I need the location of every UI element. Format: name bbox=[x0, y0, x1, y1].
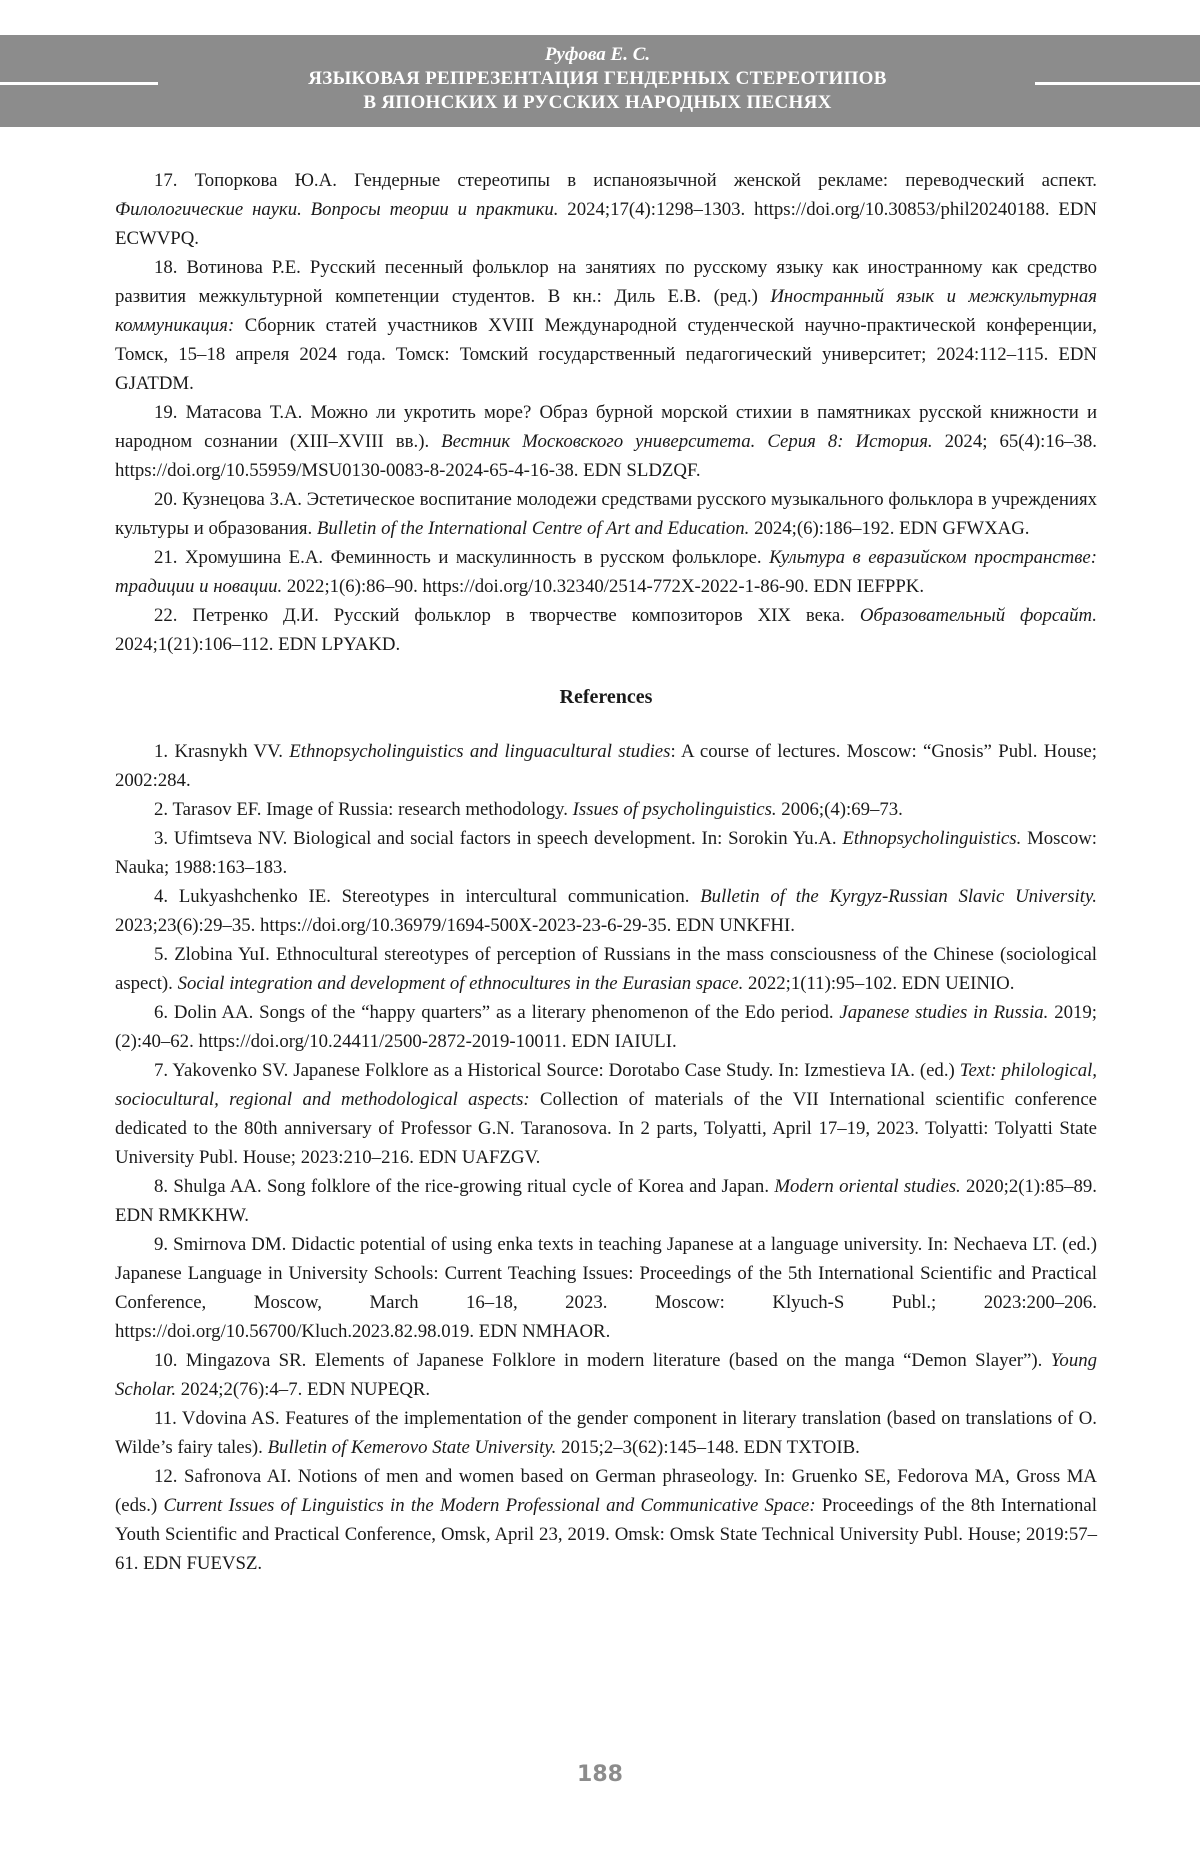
reference-text: 17. Топоркова Ю.А. Гендерные стереотипы в испаноязычной женской рекламе: переводческий аспект. bbox=[154, 170, 1097, 191]
reference-entry bbox=[115, 601, 1097, 659]
reference-entry bbox=[115, 253, 1097, 398]
reference-details: 2015;2–3(62):145–148. EDN TXTOIB. bbox=[556, 1437, 860, 1458]
reference-source: Культура в евразийском пространстве: традиции и новации. bbox=[115, 547, 1097, 597]
reference-entry bbox=[115, 1172, 1097, 1230]
reference-details: Moscow: Nauka; 1988:163–183. bbox=[115, 828, 1097, 878]
reference-entry bbox=[115, 1230, 1097, 1346]
reference-source: Issues of psycholinguistics. bbox=[572, 799, 777, 820]
page-body bbox=[115, 166, 1097, 1578]
reference-text: 4. Lukyashchenko IE. Stereotypes in intercultural communication. bbox=[154, 886, 701, 907]
reference-source: Modern oriental studies. bbox=[774, 1176, 961, 1197]
reference-source: Ethnopsycholinguistics and linguacultural studies bbox=[289, 741, 671, 762]
reference-details: 2019;(2):40–62. https://doi.org/10.24411/2500-2872-2019-10011. EDN IAIULI. bbox=[115, 1002, 1097, 1052]
reference-entry bbox=[115, 737, 1097, 795]
reference-source: Bulletin of the Kyrgyz-Russian Slavic University. bbox=[700, 886, 1097, 907]
reference-text: 10. Mingazova SR. Elements of Japanese Folklore in modern literature (based on the manga “Demon Slayer”). bbox=[154, 1350, 1051, 1371]
reference-source: Young Scholar. bbox=[115, 1350, 1097, 1400]
reference-source: Text: philological, sociocultural, regional and methodological aspects: bbox=[115, 1060, 1097, 1110]
reference-source: Филологические науки. Вопросы теории и практики. bbox=[115, 199, 559, 220]
reference-source: Ethnopsycholinguistics. bbox=[842, 828, 1022, 849]
reference-details: Collection of materials of the VII International scientific conference dedicated to the 80th anniversary of Professor G.N. Taranosova. In 2 parts, Tolyatti, April 17–19, 2023. Tolyatti: Tolyatti State University Publ. House; 2023:210–216. EDN UAFZGV. bbox=[115, 1089, 1097, 1168]
reference-list-ru bbox=[115, 166, 1097, 659]
reference-source: Social integration and development of ethnocultures in the Eurasian space. bbox=[177, 973, 744, 994]
running-header bbox=[0, 35, 1200, 127]
reference-details: 2024;1(21):106–112. EDN LPYAKD. bbox=[115, 634, 401, 655]
reference-details: : A course of lectures. Moscow: “Gnosis” Publ. House; 2002:284. bbox=[115, 741, 1097, 791]
reference-entry bbox=[115, 543, 1097, 601]
header-rule-left bbox=[0, 82, 158, 85]
reference-source: Bulletin of Kemerovo State University. bbox=[267, 1437, 557, 1458]
reference-text: 3. Ufimtseva NV. Biological and social factors in speech development. In: Sorokin Yu.A. bbox=[154, 828, 843, 849]
reference-entry bbox=[115, 824, 1097, 882]
reference-text: 19. Матасова Т.А. Можно ли укротить море? Образ бурной морской стихии в памятниках русской книжности и народном сознании (XIII–XVIII вв.). bbox=[115, 402, 1097, 452]
reference-source: Bulletin of the International Centre of Art and Education. bbox=[316, 518, 750, 539]
reference-entry bbox=[115, 882, 1097, 940]
reference-text: 5. Zlobina YuI. Ethnocultural stereotypes of perception of Russians in the mass consciousness of the Chinese (sociological aspect). bbox=[115, 944, 1097, 994]
reference-entry bbox=[115, 1346, 1097, 1404]
reference-details: 2006;(4):69–73. bbox=[776, 799, 903, 820]
reference-details: 2024;(6):186–192. EDN GFWXAG. bbox=[749, 518, 1030, 539]
references-heading: References bbox=[559, 686, 653, 708]
header-title-line-1: ЯЗЫКОВАЯ РЕПРЕЗЕНТАЦИЯ ГЕНДЕРНЫХ СТЕРЕОТИПОВ bbox=[308, 68, 887, 89]
page-number: 188 bbox=[577, 1762, 623, 1787]
reference-text: 9. Smirnova DM. Didactic potential of using enka texts in teaching Japanese at a language university. In: Nechaeva LT. (ed.) Japanese Language in University Schools: Current Teaching Issues: Proceedings of the 5th International Scientific and Practical Conference, Moscow, March 16–18, 2023. Moscow: Klyuch-S Publ.; 2023:200–206. https://doi.org/10.56700/Kluch.2023.82.98.019. EDN NMHAOR. bbox=[115, 1234, 1097, 1342]
reference-text: 1. Krasnykh VV. bbox=[154, 741, 290, 762]
reference-details: 2024;2(76):4–7. EDN NUPEQR. bbox=[176, 1379, 431, 1400]
header-author: Руфова Е. С. bbox=[544, 44, 651, 65]
reference-text: 22. Петренко Д.И. Русский фольклор в творчестве композиторов XIX века. bbox=[154, 605, 860, 626]
header-rule-right bbox=[1035, 82, 1200, 85]
reference-details: 2022;1(6):86–90. https://doi.org/10.32340/2514-772X-2022-1-86-90. EDN IEFPPK. bbox=[282, 576, 925, 597]
reference-entry bbox=[115, 1462, 1097, 1578]
reference-entry bbox=[115, 398, 1097, 485]
reference-details: Proceedings of the 8th International Youth Scientific and Practical Conference, Omsk, April 23, 2019. Omsk: Omsk State Technical University Publ. House; 2019:57–61. EDN FUEVSZ. bbox=[115, 1495, 1097, 1574]
reference-text: 6. Dolin AA. Songs of the “happy quarters” as a literary phenomenon of the Edo period. bbox=[154, 1002, 840, 1023]
reference-text: 18. Вотинова Р.Е. Русский песенный фольклор на занятиях по русскому языку как иностранному как средство развития межкультурной компетенции студентов. В кн.: Диль Е.В. (ред.) bbox=[115, 257, 1097, 307]
header-text bbox=[170, 43, 1025, 115]
reference-entry bbox=[115, 940, 1097, 998]
reference-entry bbox=[115, 1056, 1097, 1172]
reference-entry bbox=[115, 998, 1097, 1056]
reference-source: Образовательный форсайт. bbox=[859, 605, 1097, 626]
reference-source: Иностранный язык и межкультурная коммуникация: bbox=[115, 286, 1097, 336]
reference-details: 2023;23(6):29–35. https://doi.org/10.36979/1694-500X-2023-23-6-29-35. EDN UNKFHI. bbox=[115, 915, 795, 936]
reference-text: 2. Tarasov EF. Image of Russia: research methodology. bbox=[154, 799, 573, 820]
reference-entry bbox=[115, 795, 1097, 824]
reference-details: 2024; 65(4):16–38. https://doi.org/10.55959/MSU0130-0083-8-2024-65-4-16-38. EDN SLDZQF. bbox=[115, 431, 1097, 481]
reference-source: Japanese studies in Russia. bbox=[839, 1002, 1049, 1023]
header-title-line-2: В ЯПОНСКИХ И РУССКИХ НАРОДНЫХ ПЕСНЯХ bbox=[363, 92, 832, 113]
reference-text: 20. Кузнецова З.А. Эстетическое воспитание молодежи средствами русского музыкального фольклора в учреждениях культуры и образования. bbox=[115, 489, 1098, 539]
reference-details: Сборник статей участников XVIII Международной студенческой научно-практической конференции, Томск, 15–18 апреля 2024 года. Томск: Томский государственный педагогический университет; 2024:112–115. EDN GJATDM. bbox=[115, 315, 1097, 394]
reference-source: Current Issues of Linguistics in the Modern Professional and Communicative Space: bbox=[163, 1495, 816, 1516]
reference-details: 2024;17(4):1298–1303. https://doi.org/10.30853/phil20240188. EDN ECWVPQ. bbox=[115, 199, 1097, 249]
reference-details: 2022;1(11):95–102. EDN UEINIO. bbox=[743, 973, 1015, 994]
reference-list-en bbox=[115, 737, 1097, 1578]
reference-entry bbox=[115, 1404, 1097, 1462]
reference-source: Вестник Московского университета. Серия 8: История. bbox=[441, 431, 933, 452]
reference-text: 12. Safronova AI. Notions of men and women based on German phraseology. In: Gruenko SE, Fedorova MA, Gross MA (eds.) bbox=[115, 1466, 1097, 1516]
reference-details: 2020;2(1):85–89. EDN RMKKHW. bbox=[115, 1176, 1097, 1226]
reference-entry bbox=[115, 485, 1097, 543]
reference-text: 8. Shulga AA. Song folklore of the rice-growing ritual cycle of Korea and Japan. bbox=[154, 1176, 775, 1197]
reference-text: 11. Vdovina AS. Features of the implementation of the gender component in literary translation (based on translations of O. Wilde’s fairy tales). bbox=[115, 1408, 1097, 1458]
reference-text: 7. Yakovenko SV. Japanese Folklore as a Historical Source: Dorotabo Case Study. In: Izmestieva IA. (ed.) bbox=[154, 1060, 960, 1081]
reference-text: 21. Хромушина Е.А. Феминность и маскулинность в русском фольклоре. bbox=[154, 547, 770, 568]
reference-entry bbox=[115, 166, 1097, 253]
